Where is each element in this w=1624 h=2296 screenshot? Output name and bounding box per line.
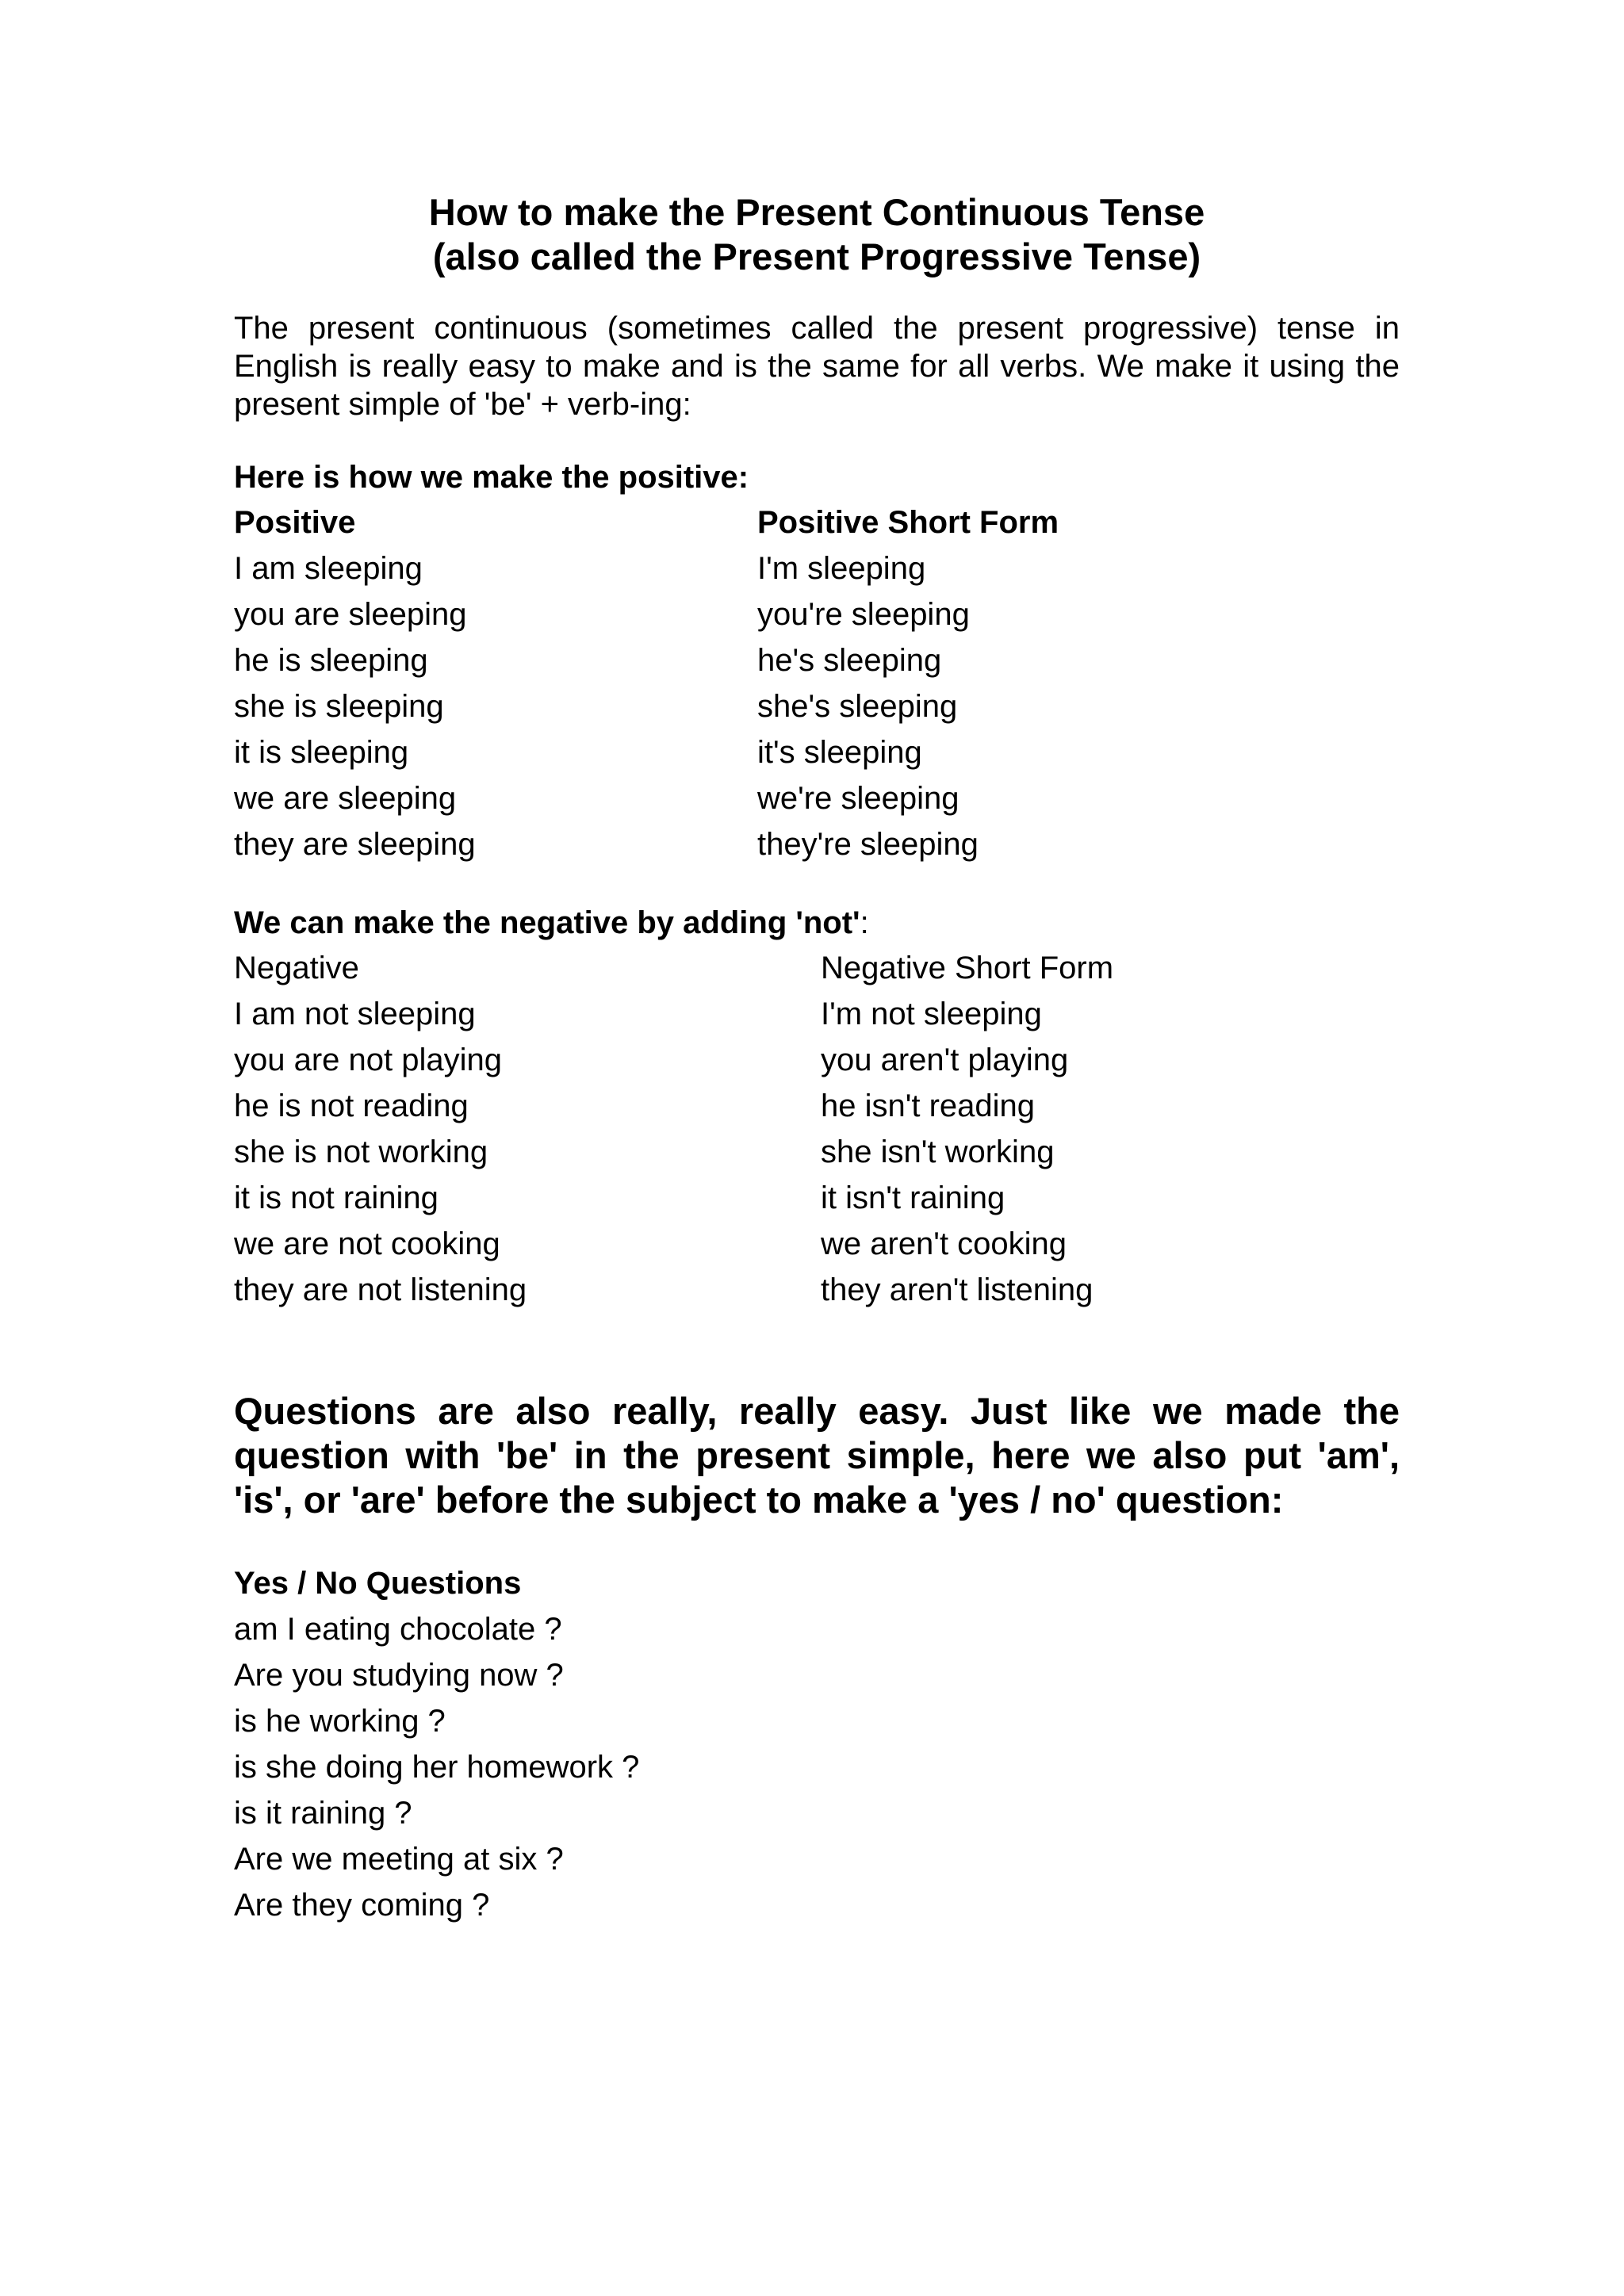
table-row bbox=[234, 1175, 1400, 1221]
list-item: is it raining ? bbox=[234, 1796, 412, 1831]
negative-heading bbox=[234, 901, 1400, 945]
positive-table bbox=[234, 499, 1400, 867]
negative-short-form: we aren't cooking bbox=[821, 1226, 1067, 1261]
table-row bbox=[234, 775, 1400, 821]
positive-short-form: it's sleeping bbox=[757, 735, 922, 770]
negative-long-form: it is not raining bbox=[234, 1181, 439, 1215]
positive-col2-header: Positive Short Form bbox=[757, 505, 1059, 540]
positive-section bbox=[234, 455, 1400, 867]
positive-long-form: he is sleeping bbox=[234, 643, 428, 678]
table-row bbox=[234, 1083, 1400, 1129]
positive-long-form: she is sleeping bbox=[234, 689, 444, 724]
positive-long-form: you are sleeping bbox=[234, 597, 467, 632]
positive-short-form: you're sleeping bbox=[757, 597, 970, 632]
positive-long-form: it is sleeping bbox=[234, 735, 409, 770]
positive-short-form: we're sleeping bbox=[757, 781, 959, 816]
list-item: Are they coming ? bbox=[234, 1888, 490, 1923]
negative-long-form: he is not reading bbox=[234, 1089, 469, 1123]
negative-short-form: they aren't listening bbox=[821, 1272, 1094, 1307]
table-row bbox=[234, 821, 1400, 867]
positive-short-form: he's sleeping bbox=[757, 643, 942, 678]
positive-col1-header: Positive bbox=[234, 505, 356, 540]
negative-long-form: they are not listening bbox=[234, 1272, 527, 1307]
table-row bbox=[234, 1037, 1400, 1083]
questions-section bbox=[234, 1389, 1400, 1928]
positive-short-form: I'm sleeping bbox=[757, 551, 926, 586]
negative-col2-header: Negative Short Form bbox=[821, 951, 1114, 985]
table-row bbox=[234, 1129, 1400, 1175]
questions-heading: Yes / No Questions bbox=[234, 1566, 522, 1601]
positive-short-form: they're sleeping bbox=[757, 827, 979, 862]
table-row bbox=[234, 1221, 1400, 1267]
negative-short-form: she isn't working bbox=[821, 1135, 1055, 1169]
negative-short-form: he isn't reading bbox=[821, 1089, 1036, 1123]
list-item: is she doing her homework ? bbox=[234, 1750, 640, 1785]
negative-long-form: you are not playing bbox=[234, 1043, 503, 1077]
document-page bbox=[234, 190, 1400, 1928]
table-row bbox=[234, 1267, 1400, 1313]
table-row bbox=[234, 637, 1400, 683]
table-row bbox=[234, 991, 1400, 1037]
negative-table bbox=[234, 945, 1400, 1313]
negative-short-form: it isn't raining bbox=[821, 1181, 1005, 1215]
list-item: am I eating chocolate ? bbox=[234, 1612, 562, 1647]
positive-long-form: I am sleeping bbox=[234, 551, 423, 586]
list-item: Are we meeting at six ? bbox=[234, 1842, 564, 1877]
table-row bbox=[234, 591, 1400, 637]
table-row bbox=[234, 545, 1400, 591]
list-item: Are you studying now ? bbox=[234, 1658, 564, 1693]
negative-col1-header: Negative bbox=[234, 951, 359, 985]
questions-list bbox=[234, 1560, 1400, 1928]
positive-long-form: they are sleeping bbox=[234, 827, 476, 862]
negative-short-form: you aren't playing bbox=[821, 1043, 1069, 1077]
positive-heading: Here is how we make the positive: bbox=[234, 460, 749, 495]
positive-short-form: she's sleeping bbox=[757, 689, 958, 724]
negative-long-form: we are not cooking bbox=[234, 1226, 500, 1261]
negative-heading-tail: : bbox=[860, 905, 869, 940]
positive-table-header bbox=[234, 499, 1400, 545]
negative-long-form: I am not sleeping bbox=[234, 997, 476, 1031]
table-row bbox=[234, 683, 1400, 729]
negative-heading-bold: We can make the negative by adding 'not' bbox=[234, 905, 860, 940]
positive-long-form: we are sleeping bbox=[234, 781, 457, 816]
negative-long-form: she is not working bbox=[234, 1135, 488, 1169]
questions-intro: Questions are also really, really easy. Just like we made the question with 'be' in the present simple, here we also put 'am', 'is', or 'are' before the subject to make a 'yes / no' question: bbox=[234, 1390, 1400, 1521]
intro-paragraph: The present continuous (sometimes called the present progressive) tense in English is really easy to make and is the same for all verbs. We make it using the present simple of 'be' + verb-ing: bbox=[234, 311, 1400, 422]
title-line-1: How to make the Present Continuous Tense bbox=[428, 191, 1205, 233]
negative-section bbox=[234, 901, 1400, 1313]
page-title bbox=[234, 190, 1400, 279]
negative-table-header bbox=[234, 945, 1400, 991]
table-row bbox=[234, 729, 1400, 775]
list-item: is he working ? bbox=[234, 1704, 446, 1739]
negative-short-form: I'm not sleeping bbox=[821, 997, 1042, 1031]
title-line-2: (also called the Present Progressive Tense) bbox=[432, 235, 1201, 277]
